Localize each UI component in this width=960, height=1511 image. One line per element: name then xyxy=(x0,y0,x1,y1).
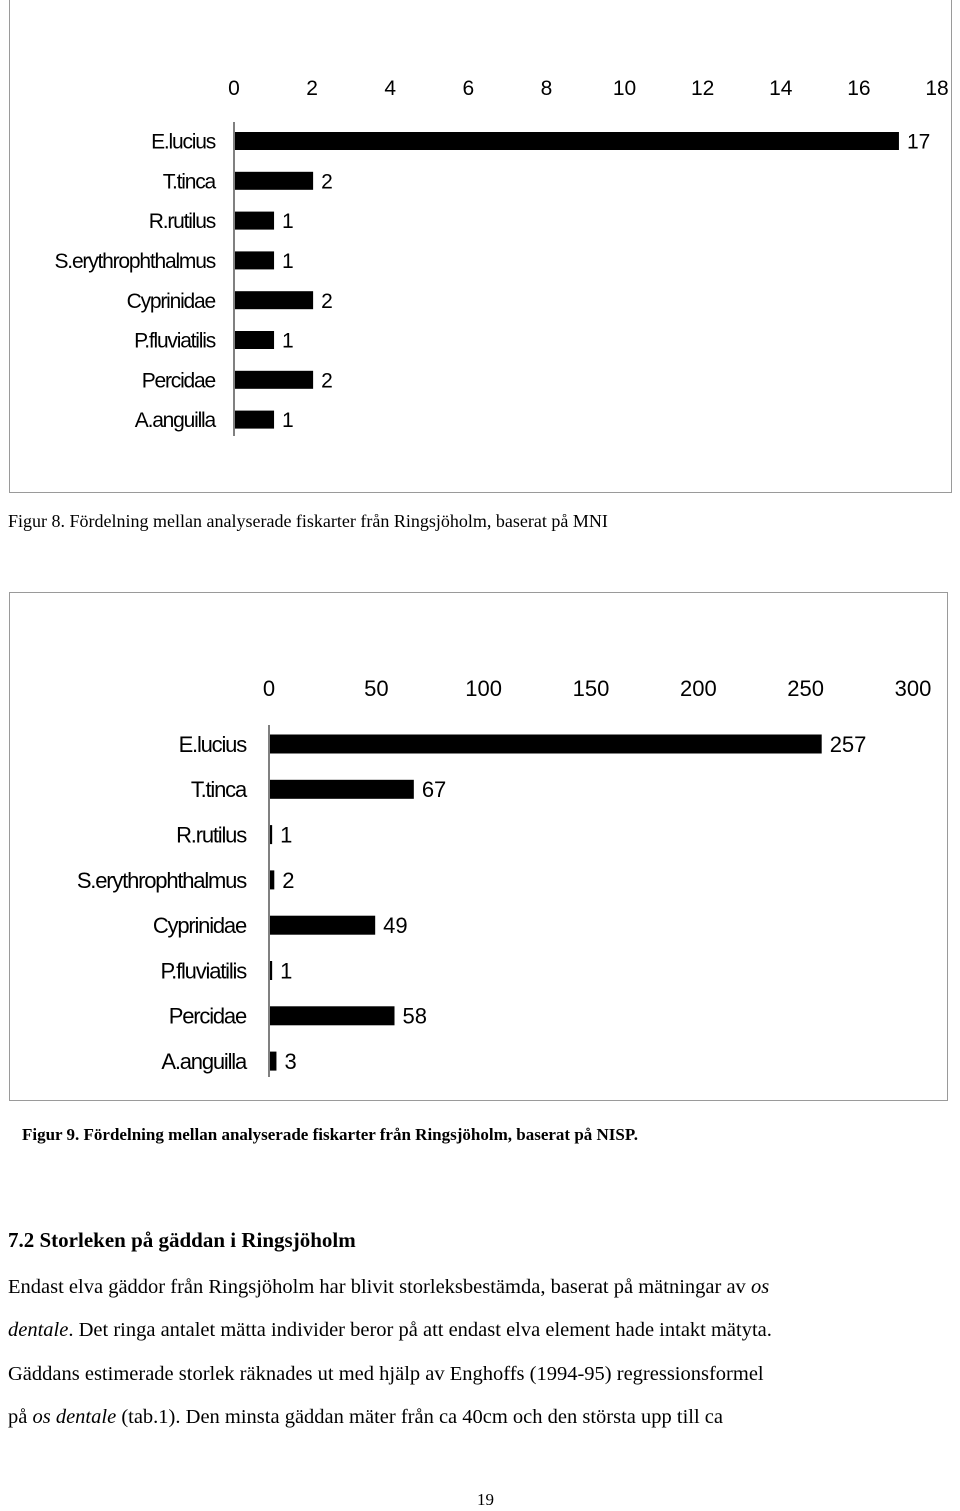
bar xyxy=(270,1006,395,1025)
chart-fig8-frame xyxy=(9,0,952,493)
data-label: 1 xyxy=(280,822,293,848)
bar xyxy=(235,291,313,309)
category-label: R.rutilus xyxy=(148,210,215,234)
x-tick-label: 0 xyxy=(262,676,276,701)
figure-8-caption: Figur 8. Fördelning mellan analyserade fiskarter från Ringsjöholm, baserat på MNI xyxy=(8,511,608,531)
paragraph-line-4 xyxy=(8,1396,956,1439)
data-label: 1 xyxy=(282,329,294,353)
x-tick-label: 16 xyxy=(847,77,871,100)
bar xyxy=(270,735,822,754)
category-label: P.fluviatilis xyxy=(134,329,215,353)
data-label: 17 xyxy=(906,130,931,154)
paragraph-line-1 xyxy=(8,1266,956,1309)
page-number: 19 xyxy=(477,1490,494,1509)
section-heading: 7.2 Storleken på gäddan i Ringsjöholm xyxy=(8,1228,356,1252)
bar xyxy=(235,251,274,269)
paragraph-text: . Det ringa antalet mätta individer beror på att endast elva element hade intakt mätyta. xyxy=(68,1319,772,1342)
bar xyxy=(235,371,313,389)
x-tick-label: 0 xyxy=(228,77,240,100)
chart-fig9-frame xyxy=(9,592,948,1101)
x-tick-label: 100 xyxy=(465,676,503,701)
data-label: 1 xyxy=(282,409,294,433)
x-tick-label: 150 xyxy=(572,676,610,701)
x-tick-label: 200 xyxy=(679,676,717,701)
category-label: E.lucius xyxy=(178,731,246,757)
data-label: 2 xyxy=(321,289,333,313)
category-label: E.lucius xyxy=(151,130,215,154)
category-label: Percidae xyxy=(168,1003,246,1029)
bar xyxy=(270,961,272,980)
x-tick-label: 300 xyxy=(894,676,932,701)
category-label: R.rutilus xyxy=(176,822,246,848)
data-label: 1 xyxy=(280,958,293,984)
bar xyxy=(235,212,274,230)
bar xyxy=(270,825,272,844)
x-tick-label: 250 xyxy=(787,676,825,701)
category-label: A.anguilla xyxy=(161,1049,246,1075)
paragraph-italic: os dentale xyxy=(32,1405,117,1428)
category-label: A.anguilla xyxy=(134,409,215,433)
category-label: S.erythrophthalmus xyxy=(76,867,246,893)
data-label: 67 xyxy=(421,777,447,803)
chart-fig9 xyxy=(10,593,947,1100)
category-label: S.erythrophthalmus xyxy=(54,249,215,273)
bar xyxy=(235,132,899,150)
data-label: 2 xyxy=(321,369,333,393)
category-label: Cyprinidae xyxy=(152,913,246,939)
category-label: Cyprinidae xyxy=(126,289,215,313)
x-tick-label: 18 xyxy=(925,77,949,100)
x-tick-label: 4 xyxy=(384,77,397,100)
x-tick-label: 10 xyxy=(612,77,637,100)
category-label: T.tinca xyxy=(190,777,246,803)
category-label: Percidae xyxy=(141,369,215,393)
x-tick-label: 8 xyxy=(540,77,553,100)
x-tick-label: 2 xyxy=(306,77,318,100)
bar xyxy=(270,1052,276,1071)
data-label: 2 xyxy=(321,170,333,194)
bar xyxy=(235,172,313,190)
data-label: 1 xyxy=(282,210,294,234)
paragraph-line-3 xyxy=(8,1353,956,1396)
paragraph-text: Gäddans estimerade storlek räknades ut med hjälp av Enghoffs (1994-95) regressionsformel xyxy=(8,1362,764,1385)
bar xyxy=(270,780,414,799)
paragraph-text: Endast elva gäddor från Ringsjöholm har blivit storleksbestämda, baserat på mätningar av xyxy=(8,1276,751,1298)
body-paragraph xyxy=(8,1266,956,1439)
data-label: 49 xyxy=(383,913,408,939)
paragraph-line-2 xyxy=(8,1309,956,1352)
x-tick-label: 12 xyxy=(690,77,715,100)
bar xyxy=(270,916,375,935)
bar xyxy=(235,411,274,429)
bar xyxy=(235,331,274,349)
x-tick-label: 14 xyxy=(769,77,793,100)
data-label: 3 xyxy=(284,1049,297,1075)
paragraph-text: (tab.1). Den minsta gäddan mäter från ca 40cm och den största upp till ca xyxy=(116,1405,724,1428)
x-tick-label: 6 xyxy=(462,77,475,100)
paragraph-italic: os xyxy=(750,1276,770,1298)
category-label: P.fluviatilis xyxy=(160,958,246,984)
category-label: T.tinca xyxy=(162,170,215,194)
chart-fig8 xyxy=(10,0,951,492)
x-tick-label: 50 xyxy=(364,676,389,701)
paragraph-italic: dentale xyxy=(8,1319,69,1342)
paragraph-text: på xyxy=(8,1405,33,1428)
bar xyxy=(270,870,274,889)
figure-9-caption: Figur 9. Fördelning mellan analyserade fiskarter från Ringsjöholm, baserat på NISP. xyxy=(22,1125,638,1144)
data-label: 58 xyxy=(402,1003,427,1029)
data-label: 2 xyxy=(282,867,295,893)
data-label: 1 xyxy=(282,249,294,273)
data-label: 257 xyxy=(829,731,867,757)
